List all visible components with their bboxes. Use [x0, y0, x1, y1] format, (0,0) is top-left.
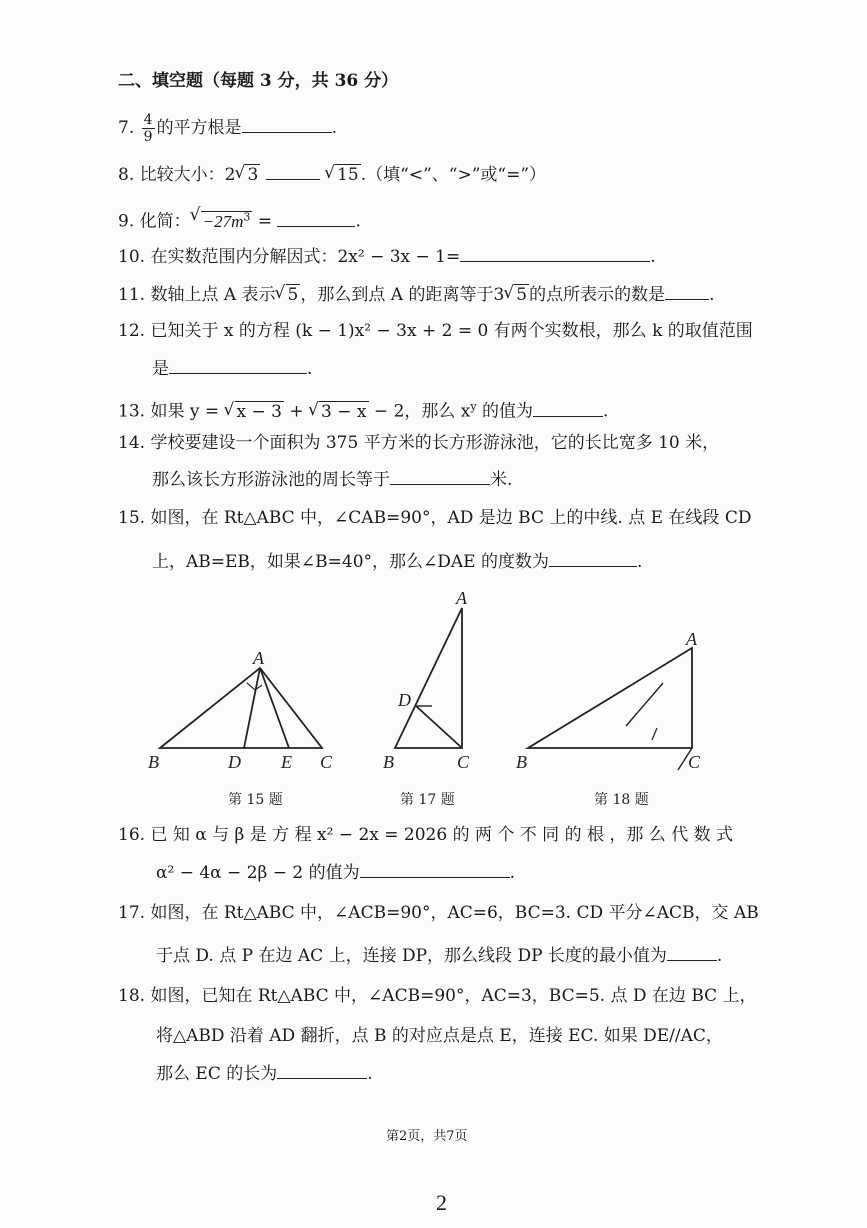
- question-text: .（填“<”、“>”或“=”）: [360, 165, 547, 185]
- question-text: 数轴上点 A 表示: [150, 285, 276, 305]
- radicand: 3 − x: [321, 401, 367, 422]
- radicand: 5: [287, 285, 299, 305]
- radicand: −27m: [202, 211, 244, 231]
- question-text: 已知关于 x 的方程 (k − 1)x² − 3x + 2 = 0 有两个实数根，那么 k 的取值范围: [150, 321, 753, 341]
- question-number: 12.: [118, 321, 146, 341]
- fig15-label-d: D: [228, 752, 241, 772]
- question-text: 如图，在 Rt△ABC 中，∠ACB=90°，AC=6，BC=3. CD 平分∠ACB，交 AB: [150, 903, 759, 923]
- question-18: [118, 985, 757, 1007]
- operator: +: [283, 401, 310, 422]
- question-number: 8.: [118, 165, 135, 185]
- fig17-label-d: D: [398, 690, 411, 710]
- question-number: 10.: [118, 247, 146, 267]
- question-16-line2: [156, 861, 515, 884]
- fig15-label-a: A: [253, 648, 264, 668]
- question-17-line2: [156, 944, 722, 967]
- section-title: 二、填空题（每题 3 分，共 36 分）: [118, 71, 399, 91]
- question-17: [118, 902, 759, 924]
- question-text: − 2，那么 x: [368, 401, 471, 422]
- question-text: ，那么到点 A 的距离等于3: [300, 285, 505, 305]
- question-end: .: [603, 401, 609, 422]
- question-end: 米.: [490, 470, 513, 490]
- question-number: 17.: [118, 903, 146, 923]
- fig17-label-b: B: [383, 752, 394, 772]
- fig18-label-a: A: [686, 629, 697, 649]
- fig18-caption: 第 18 题: [594, 792, 649, 808]
- question-text: 已 知 α 与 β 是 方 程 x² − 2x = 2026 的 两 个 不 同 的 根 ，那 么 代 数 式: [150, 825, 734, 845]
- question-text: 如果 y =: [150, 401, 225, 422]
- question-text: 学校要建设一个面积为 375 平方米的长方形游泳池，它的长比宽多 10 米，: [150, 433, 720, 453]
- question-text: 那么该长方形游泳池的周长等于: [152, 470, 390, 490]
- question-text: 如图，在 Rt△ABC 中，∠CAB=90°，AD 是边 BC 上的中线. 点 E 在线段 CD: [150, 508, 752, 528]
- question-end: .: [637, 552, 643, 572]
- question-18-line2: [156, 1025, 723, 1047]
- question-number: 13.: [118, 401, 146, 422]
- question-text: 将△ABD 沿着 AD 翻折，点 B 的对应点是点 E，连接 EC. 如果 DE//AC，: [156, 1026, 723, 1046]
- fig15-caption: 第 15 题: [228, 792, 283, 808]
- figure-17-triangle: [395, 608, 462, 748]
- fig18-label-c: C: [688, 752, 701, 772]
- answer-blank[interactable]: [277, 1062, 367, 1079]
- question-18-line3: [156, 1062, 373, 1085]
- question-end: .: [307, 359, 313, 379]
- fig17-label-a: A: [456, 588, 467, 608]
- fig17-label-c: C: [457, 752, 470, 772]
- question-text: 的平方根是: [156, 118, 242, 138]
- question-16: [118, 824, 733, 846]
- page-footer: 第2页，共7页: [386, 1129, 468, 1144]
- fig15-label-e: E: [281, 752, 292, 772]
- question-end: .: [509, 863, 516, 883]
- question-text: 那么 EC 的长为: [156, 1064, 278, 1084]
- fig18-label-b: B: [516, 752, 527, 772]
- page-number: 2: [436, 1190, 447, 1215]
- fig15-label-b: B: [148, 752, 159, 772]
- question-text: 于点 D. 点 P 在边 AC 上，连接 DP，那么线段 DP 长度的最小值为: [156, 946, 667, 966]
- question-end: .: [716, 946, 723, 966]
- fig15-label-c: C: [320, 752, 333, 772]
- exponent: y: [470, 400, 477, 413]
- fraction-numerator: 4: [143, 112, 153, 128]
- exponent: 3: [243, 210, 251, 223]
- equals: =: [252, 211, 273, 232]
- question-text: 的点所表示的数是: [529, 285, 666, 305]
- question-number: 18.: [118, 986, 146, 1006]
- radicand: 15: [337, 165, 359, 185]
- question-text: 比较大小：2: [139, 165, 236, 185]
- question-text: 的值为: [476, 401, 533, 422]
- question-number: 9.: [118, 211, 135, 232]
- radicand: 5: [516, 285, 528, 305]
- question-number: 15.: [118, 508, 146, 528]
- fraction-denominator: 9: [143, 129, 153, 145]
- answer-blank[interactable]: [360, 861, 510, 878]
- question-text: 化简：: [139, 211, 191, 232]
- question-end: .: [650, 247, 656, 267]
- figure-18-triangle: [528, 648, 692, 770]
- question-number: 11.: [118, 285, 146, 305]
- radicand: x − 3: [236, 401, 282, 422]
- figure-15-triangle: [160, 668, 322, 748]
- question-text: 如图，已知在 Rt△ABC 中，∠ACB=90°，AC=3，BC=5. 点 D 在边 BC 上，: [150, 986, 757, 1006]
- question-end: .: [355, 211, 361, 232]
- question-text: 上，AB=EB，如果∠B=40°，那么∠DAE 的度数为: [152, 552, 549, 572]
- question-text: α² − 4α − 2β − 2 的值为: [156, 863, 360, 883]
- question-text: 在实数范围内分解因式：2x² − 3x − 1=: [150, 247, 461, 267]
- question-number: 14.: [118, 433, 146, 453]
- question-end: .: [367, 1064, 373, 1084]
- radicand: 3: [247, 165, 259, 185]
- question-number: 16.: [118, 825, 146, 845]
- question-number: 7.: [118, 118, 135, 138]
- fig17-caption: 第 17 题: [400, 792, 455, 808]
- question-text: 是: [152, 359, 169, 379]
- question-end: .: [331, 118, 337, 138]
- answer-blank[interactable]: [667, 944, 717, 961]
- question-end: .: [709, 285, 715, 305]
